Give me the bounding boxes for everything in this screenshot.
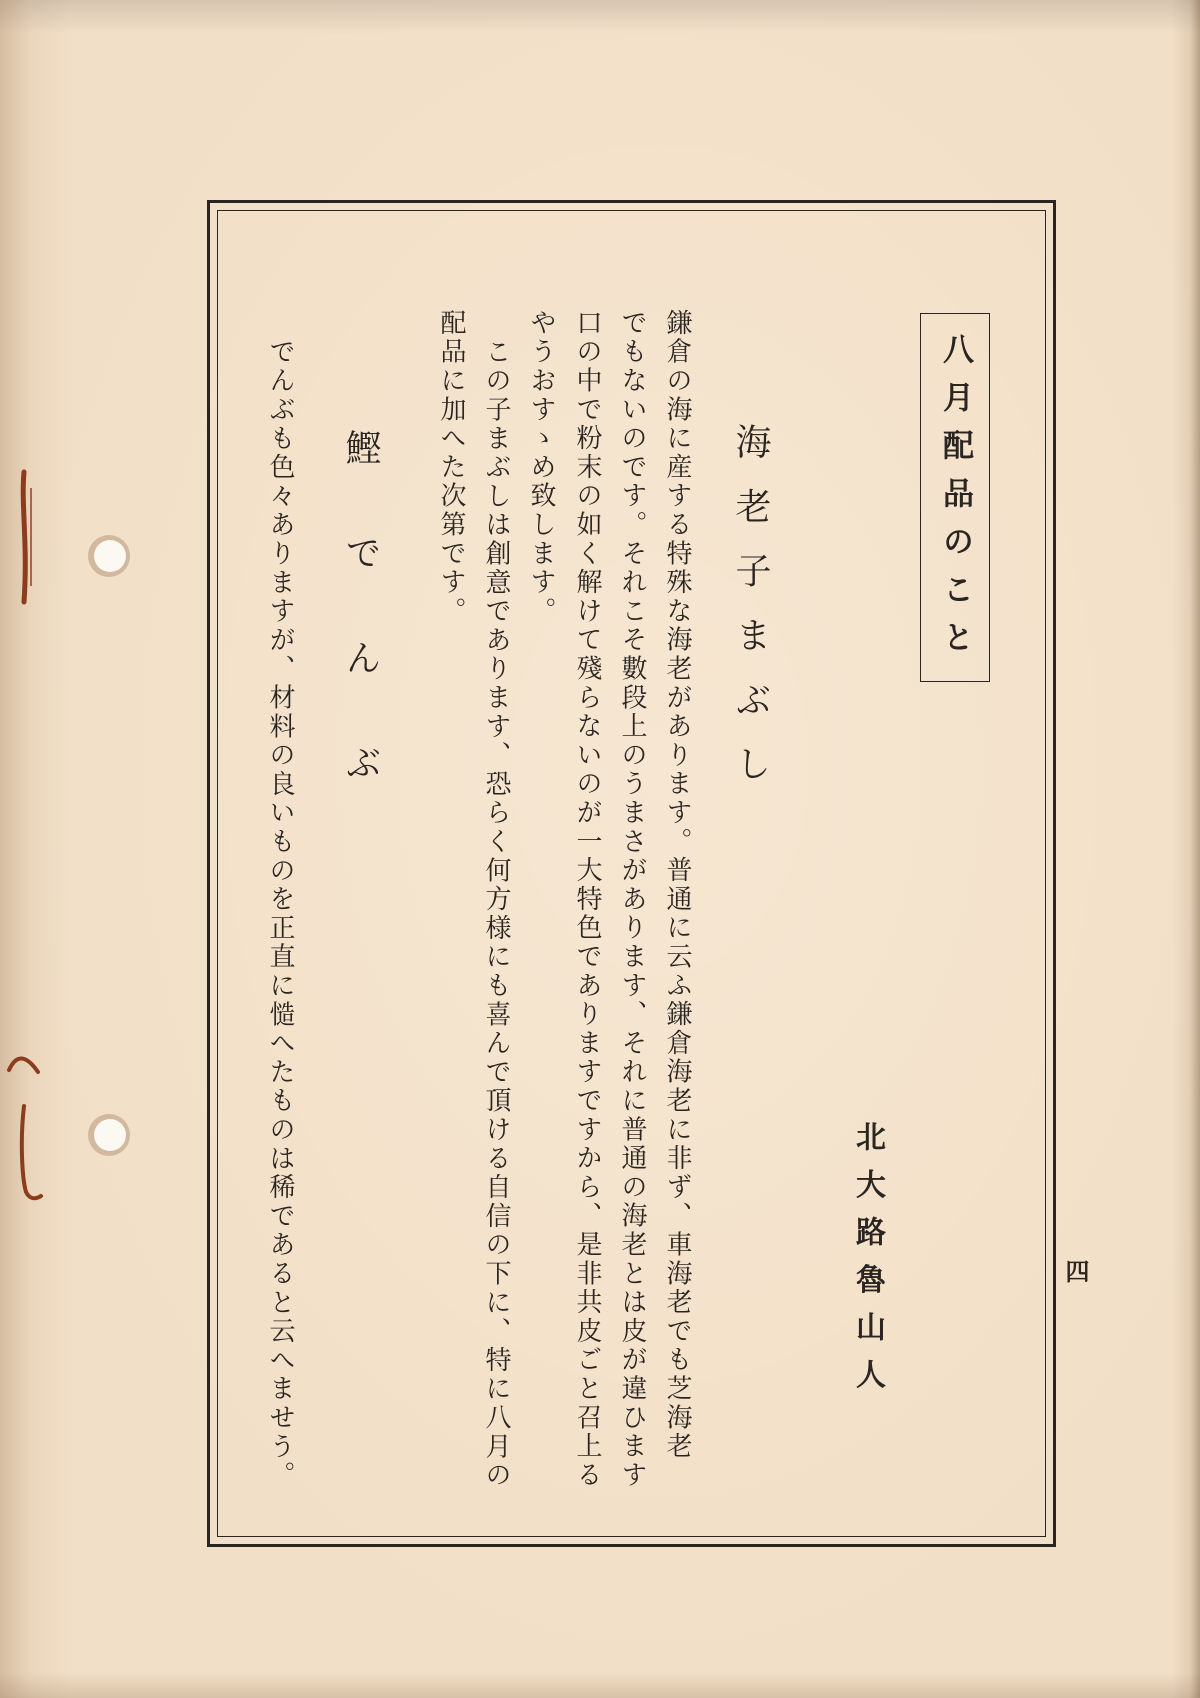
- body-line: 鎌倉の海に産する特殊な海老があります。普通に云ふ鎌倉海老に非ず、車海老でも芝海老: [662, 309, 692, 1461]
- page-number: 四: [1061, 1259, 1089, 1283]
- body-line: でもないのです。それこそ數段上のうまさがあります、それに普通の海老とは皮が違ひます: [617, 309, 647, 1490]
- body-line: この子まぶしは創意であります、恐らく何方様にも喜んで頂ける自信の下に、特に八月の: [481, 338, 511, 1490]
- rust-stitch-mark-lower-hook: [9, 1058, 38, 1072]
- page-title: 八月配品のこと: [937, 333, 973, 669]
- rust-stitch-mark-upper: [23, 472, 25, 602]
- binding-hole-lower: [88, 1114, 130, 1156]
- rust-stitch-mark-lower: [22, 1106, 41, 1198]
- author-name: 北大路魯山人: [850, 1121, 885, 1406]
- body-line: やうおすゝめ致します。: [526, 309, 556, 626]
- binding-hole-upper: [88, 535, 130, 577]
- body-line: 配品に加へた次第です。: [436, 309, 466, 626]
- section-heading-katsuo-denbu: 鰹でんぶ: [340, 429, 381, 849]
- body-line: 口の中で粉末の如く解けて殘らないのが一大特色でありますですから、是非共皮ごと召上る: [572, 309, 602, 1490]
- binding-marks: [0, 0, 140, 1698]
- section-heading-ebiko-mabushi: 海老子まぶし: [730, 423, 771, 810]
- body-line: でんぶも色々ありますが、材料の良いものを正直に慥へたものは稀であると云へませう。: [265, 338, 295, 1490]
